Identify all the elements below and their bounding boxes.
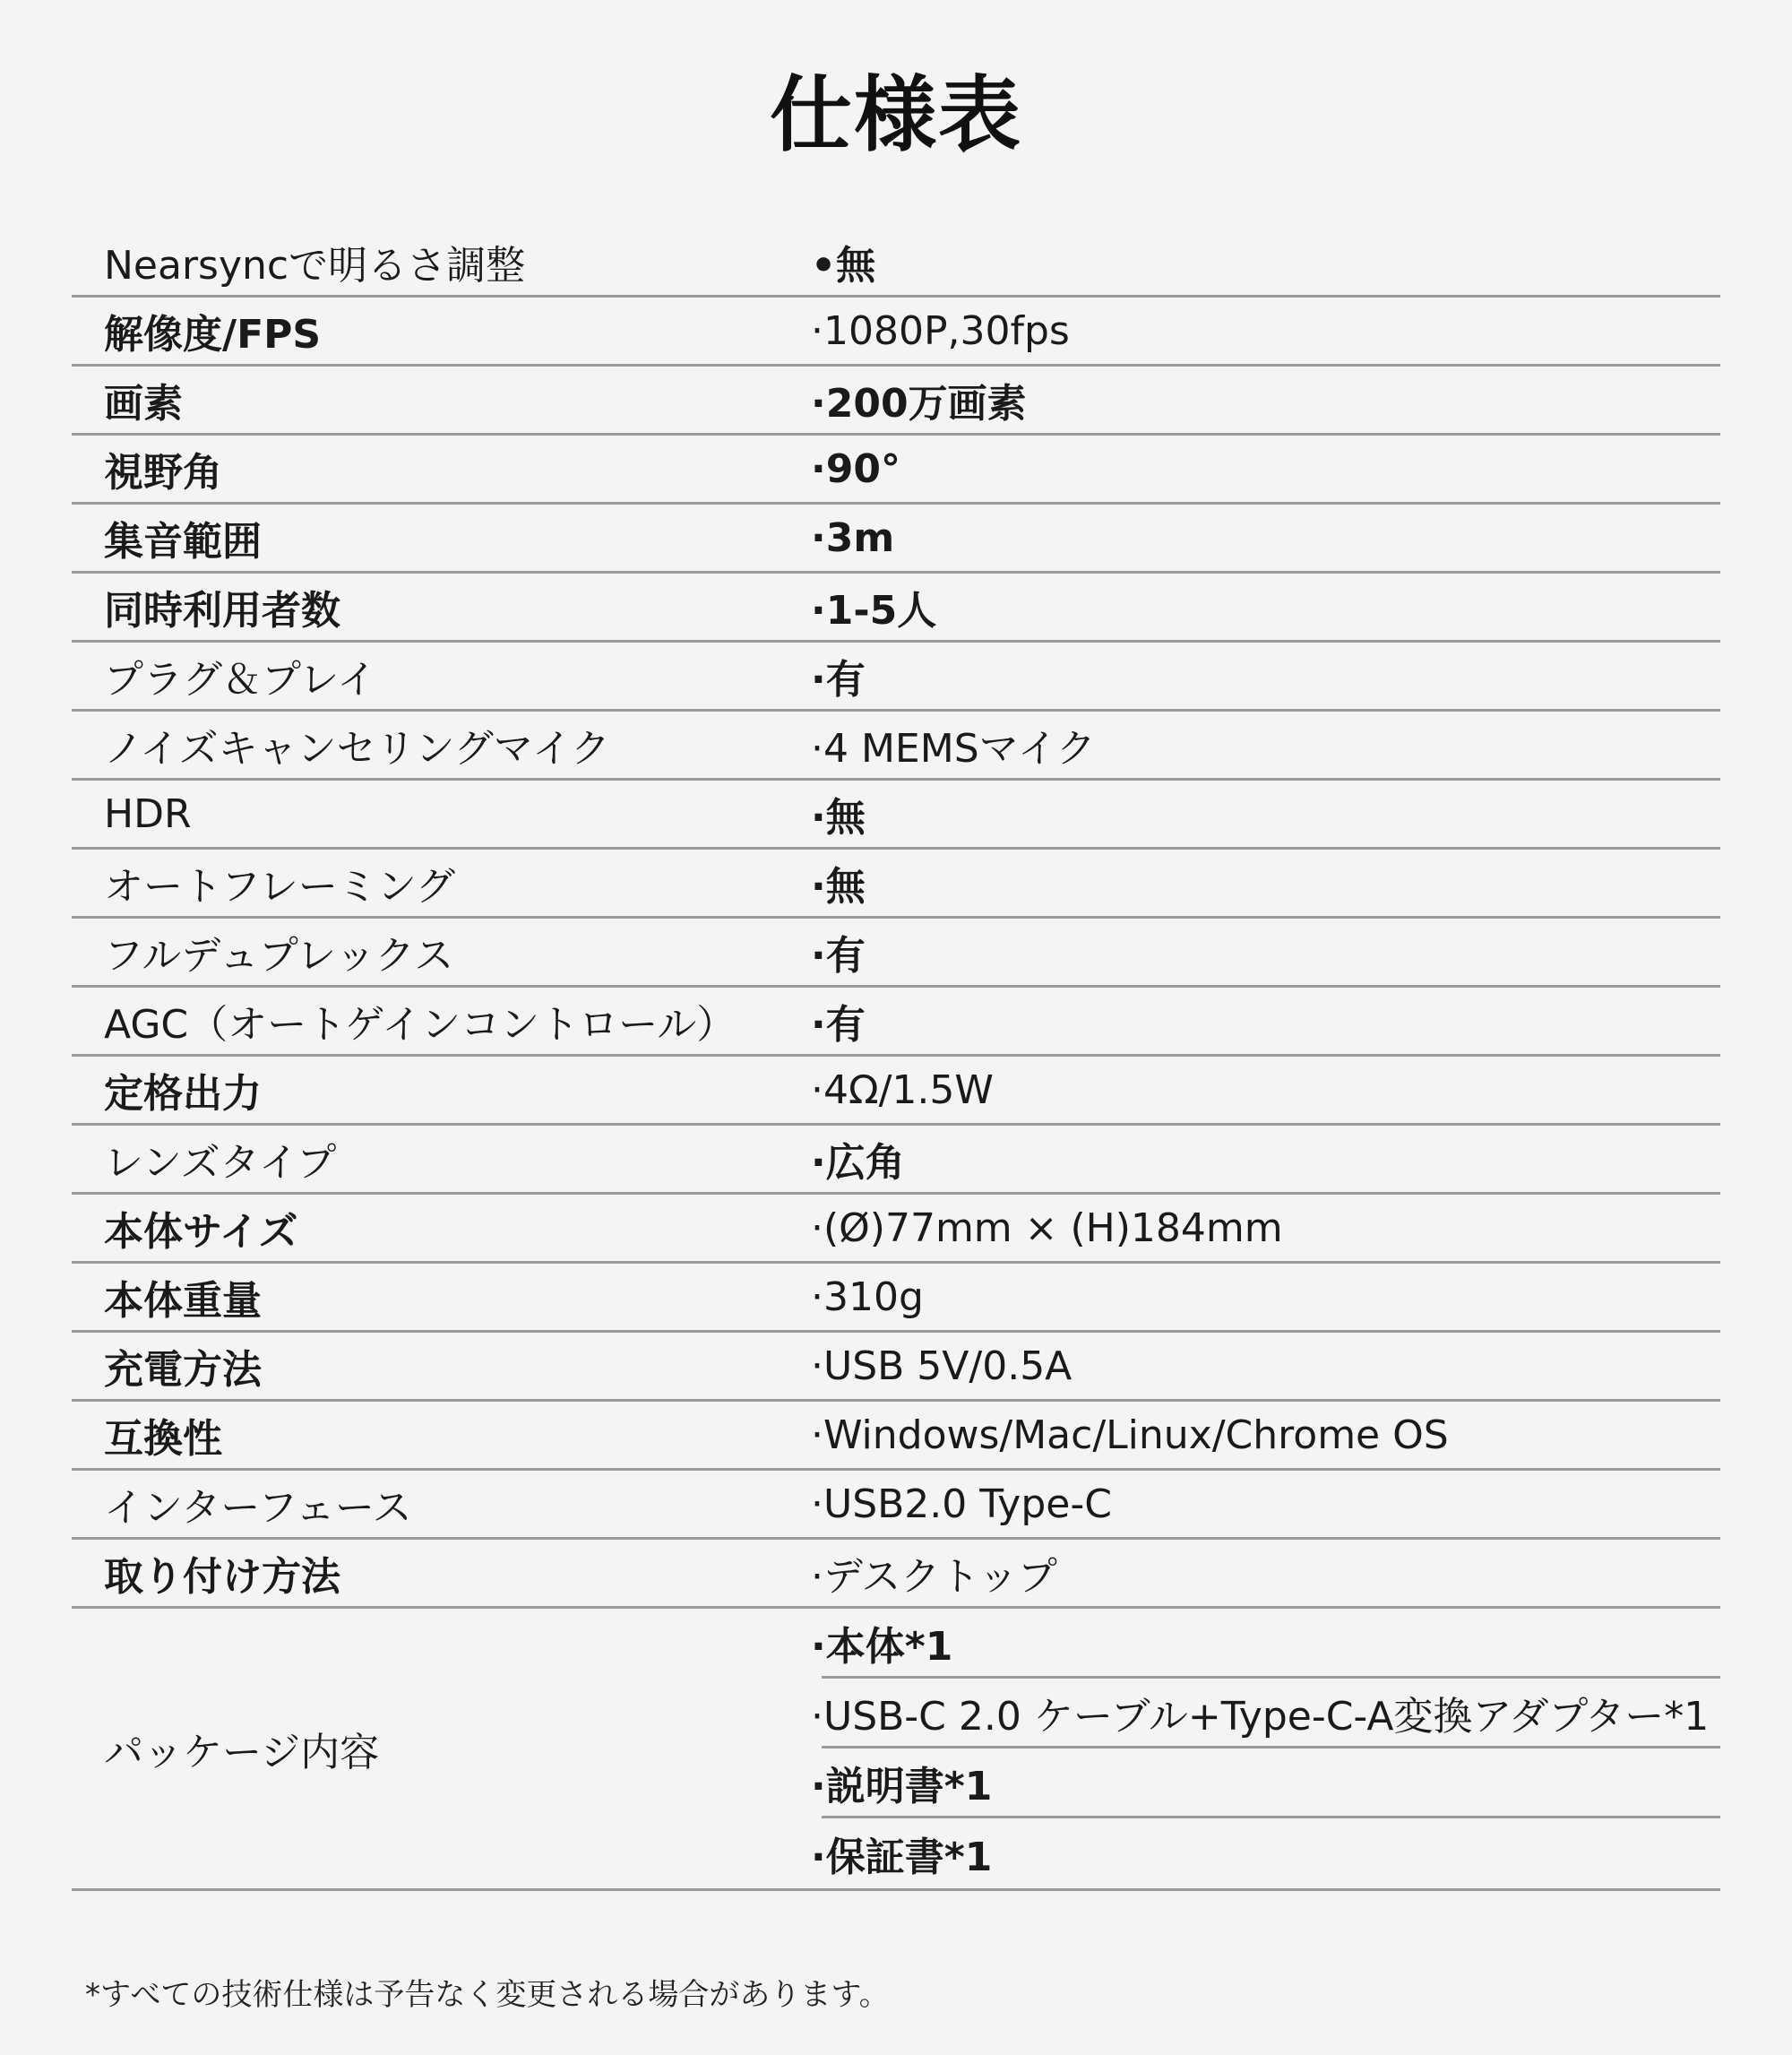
package-item-text: ·本体*1 xyxy=(811,1623,953,1670)
spec-value: ·90° xyxy=(811,445,900,492)
spec-label: 同時利用者数 xyxy=(104,588,340,634)
spec-value: ·1-5人 xyxy=(811,588,937,634)
spec-row xyxy=(72,1195,1720,1264)
spec-value: ·310g xyxy=(811,1274,924,1320)
package-item xyxy=(811,1679,1720,1748)
spec-label: 本体サイズ xyxy=(104,1209,298,1255)
spec-row xyxy=(72,367,1720,436)
spec-value: ·USB2.0 Type-C xyxy=(811,1481,1112,1527)
spec-row xyxy=(72,643,1720,712)
spec-label: Nearsyncで明るさ調整 xyxy=(104,243,526,289)
spec-label: レンズタイプ xyxy=(104,1140,337,1186)
spec-row xyxy=(72,781,1720,850)
spec-label: 視野角 xyxy=(104,450,222,496)
spec-label: AGC（オートゲインコントロール） xyxy=(104,1002,737,1048)
spec-value: ·有 xyxy=(811,1002,866,1048)
spec-label: 集音範囲 xyxy=(104,519,262,565)
spec-label: 画素 xyxy=(104,381,183,427)
spec-row xyxy=(72,298,1720,367)
spec-row xyxy=(72,1264,1720,1333)
spec-value: ·USB 5V/0.5A xyxy=(811,1343,1073,1389)
spec-label: 解像度/FPS xyxy=(104,312,322,358)
spec-label: HDR xyxy=(104,790,192,837)
spec-row xyxy=(72,919,1720,988)
spec-label: 定格出力 xyxy=(104,1071,262,1117)
package-item xyxy=(811,1818,1720,1888)
spec-value: •無 xyxy=(811,243,876,289)
spec-row xyxy=(72,436,1720,505)
spec-label: プラグ＆プレイ xyxy=(104,657,377,703)
spec-row xyxy=(72,1402,1720,1471)
spec-value: ·3m xyxy=(811,514,895,561)
page-title: 仕様表 xyxy=(769,67,1022,163)
package-row xyxy=(72,1609,1720,1891)
spec-value: ·4Ω/1.5W xyxy=(811,1066,994,1113)
package-item xyxy=(811,1609,1720,1679)
spec-label: インターフェース xyxy=(104,1485,412,1531)
package-label: パッケージ内容 xyxy=(104,1730,380,1775)
spec-row xyxy=(72,988,1720,1057)
footnote: *すべての技術仕様は予告なく変更される場合があります。 xyxy=(85,1977,890,2013)
spec-label: フルデュプレックス xyxy=(104,933,454,979)
spec-row xyxy=(72,505,1720,574)
spec-value: ·無 xyxy=(811,795,866,841)
package-items xyxy=(811,1609,1720,1888)
spec-value: ·200万画素 xyxy=(811,381,1027,427)
spec-row xyxy=(72,574,1720,643)
spec-table xyxy=(72,229,1720,1891)
spec-value: ·1080P,30fps xyxy=(811,307,1070,354)
spec-label: 互換性 xyxy=(104,1416,222,1462)
spec-row xyxy=(72,1540,1720,1609)
spec-value: ·(Ø)77mm × (H)184mm xyxy=(811,1205,1283,1251)
spec-value: ·デスクトップ xyxy=(811,1554,1057,1600)
spec-row xyxy=(72,712,1720,781)
spec-label: ノイズキャンセリングマイク xyxy=(104,726,610,772)
spec-row xyxy=(72,1471,1720,1540)
spec-row xyxy=(72,1126,1720,1195)
package-item-text: ·保証書*1 xyxy=(811,1835,993,1880)
package-item xyxy=(811,1748,1720,1818)
spec-row xyxy=(72,1057,1720,1126)
spec-value: ·有 xyxy=(811,657,866,703)
spec-value: ·有 xyxy=(811,933,866,979)
spec-value: ·Windows/Mac/Linux/Chrome OS xyxy=(811,1412,1449,1458)
spec-label: 本体重量 xyxy=(104,1278,262,1324)
spec-label: オートフレーミング xyxy=(104,864,456,910)
spec-row xyxy=(72,1333,1720,1402)
spec-value: ·広角 xyxy=(811,1140,905,1186)
spec-row xyxy=(72,850,1720,919)
spec-label: 取り付け方法 xyxy=(104,1554,340,1600)
spec-row xyxy=(72,229,1720,298)
package-item-text: ·USB-C 2.0 ケーブル+Type-C-A変換アダプター*1 xyxy=(811,1693,1710,1740)
package-item-text: ·説明書*1 xyxy=(811,1763,993,1809)
spec-value: ·無 xyxy=(811,864,866,910)
spec-value: ·4 MEMSマイク xyxy=(811,726,1096,772)
spec-label: 充電方法 xyxy=(104,1347,262,1393)
